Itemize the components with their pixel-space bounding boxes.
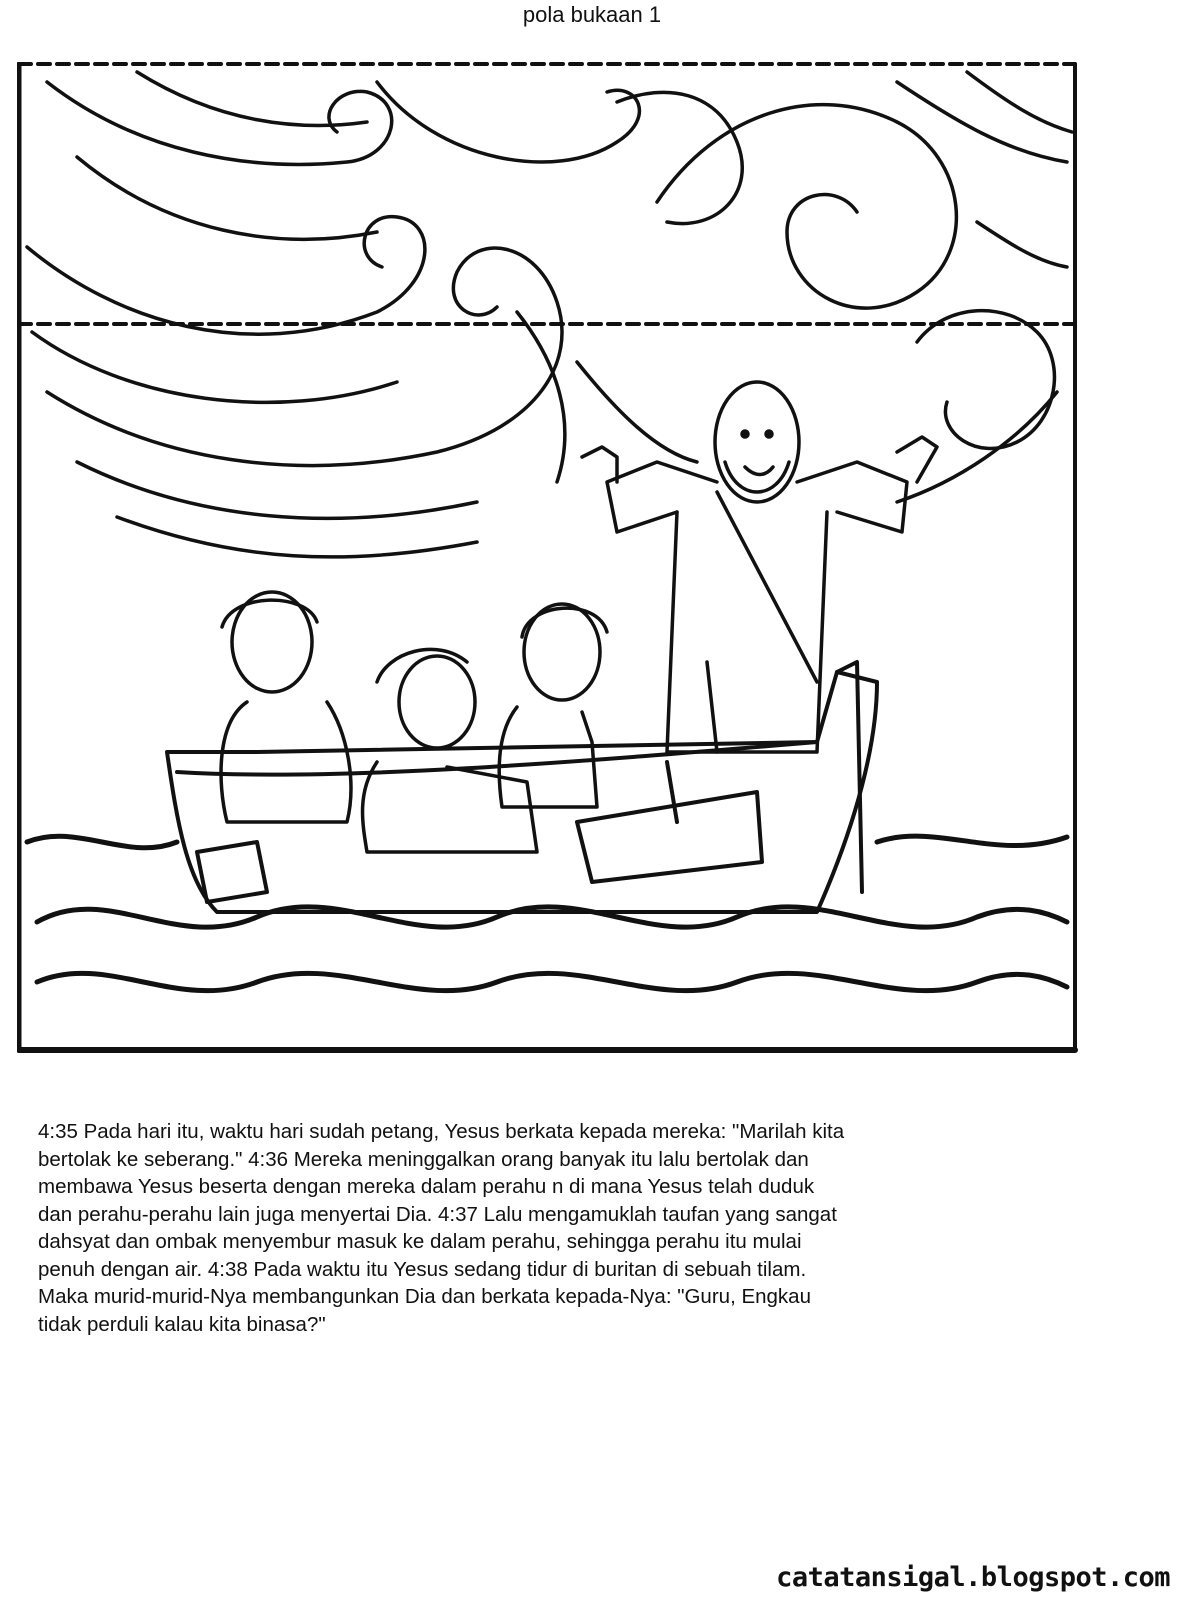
story-passage: 4:35 Pada hari itu, waktu hari sudah petang, Yesus berkata kepada mereka: "Marilah kita bertolak ke seberang." 4:36 Mereka meninggalkan orang banyak itu lalu bertolak dan membawa Yesus beserta dengan mereka dalam perahu n di mana Yesus telah duduk dan perahu-perahu lain juga menyertai Dia. 4:37 Lalu mengamuklah taufan yang sangat dahsyat dan ombak menyembur masuk ke dalam perahu, sehingga perahu itu mulai penuh dengan air. 4:38 Pada waktu itu Yesus sedang tidur di buritan di sebuah tilam. Maka murid-murid-Nya membangunkan Dia dan berkata kepada-Nya: "Guru, Engkau tidak perduli kalau kita binasa?" xyxy=(38,1120,845,1336)
blog-watermark[interactable]: catatansigal.blogspot.com xyxy=(776,1562,1170,1593)
jesus-figure xyxy=(582,382,937,752)
page-title: pola bukaan 1 xyxy=(522,2,662,27)
illustration-frame xyxy=(17,62,1097,1072)
coloring-illustration xyxy=(17,62,1097,1072)
disciples-figures xyxy=(221,592,607,852)
storm-clouds xyxy=(27,72,1072,557)
boat xyxy=(167,662,877,912)
